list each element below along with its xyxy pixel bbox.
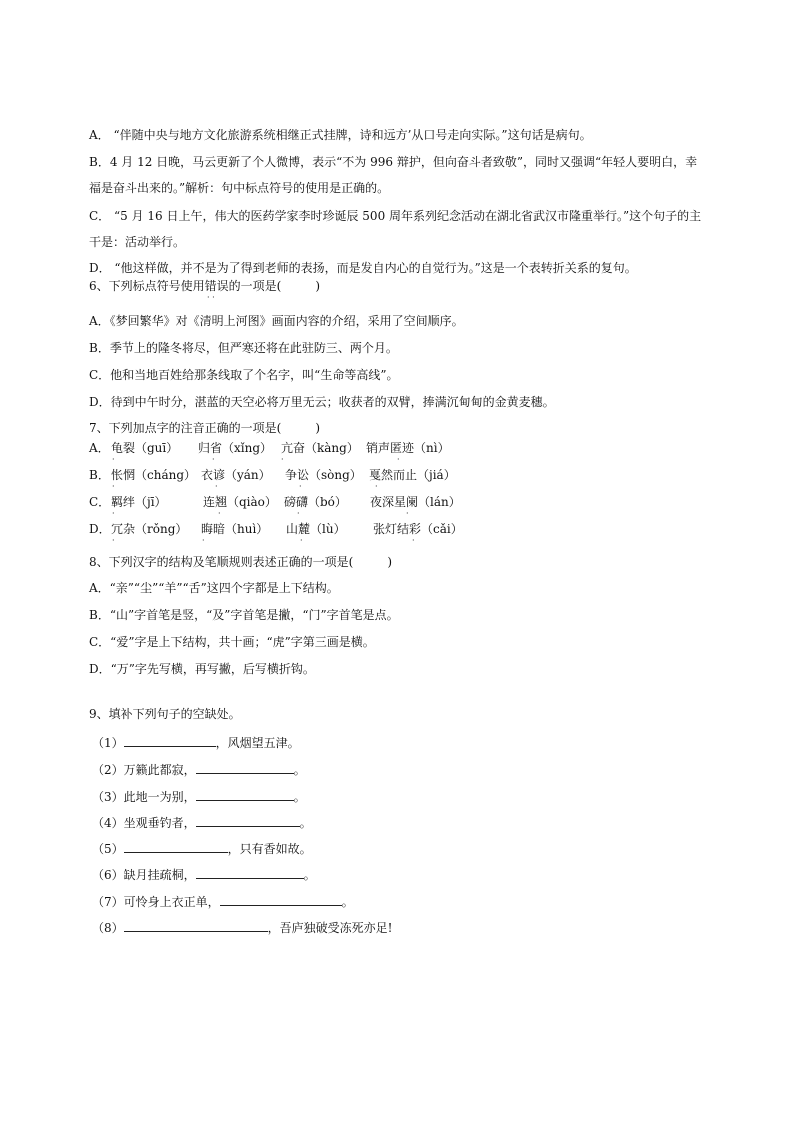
fill-blank[interactable] [124, 919, 268, 932]
q8-option-d: D．“万”字先写横，再写撇，后写横折钩。 [89, 662, 315, 676]
emphasis-dot: · [202, 536, 205, 545]
q6-option-a: A．《梦回繁华》对《清明上河图》画面内容的介绍，采用了空间顺序。 [89, 314, 464, 328]
q5-option-a: A． “伴随中央与地方文化旅游系统相继正式挂牌，诗和远方’从口号走向实际。”这句话是病句。 [89, 128, 592, 142]
q7-item: 亢奋（kàng） [281, 441, 359, 455]
q9-item-5 [92, 840, 312, 857]
q5-option-b-line1: B．4 月 12 日晚，马云更新了个人微博，表示“不为 996 辩护，但向奋斗者致敬”，同时又强调“年轻人要明白，幸 [89, 155, 698, 169]
q9-item-prefix: （6）缺月挂疏桐， [92, 868, 196, 882]
fill-blank[interactable] [124, 734, 216, 747]
emphasis-dot: · [112, 455, 115, 464]
q9-item-suffix: 。 [293, 790, 306, 804]
q9-item-4 [92, 814, 312, 831]
q8-option-c: C．“爱”字是上下结构，共十画；“虎”字第三画是横。 [89, 635, 375, 649]
q7-item: 连翘（qiào） [203, 495, 277, 509]
q6-option-d: D．待到中午时分，湛蓝的天空必将万里无云；收获者的双臂，捧满沉甸甸的金黄麦穗。 [89, 395, 555, 409]
q9-item-prefix: （8） [92, 921, 124, 935]
q5-option-b-line2: 福是奋斗出来的。”解析：句中标点符号的使用是正确的。 [89, 181, 390, 195]
q9-item-suffix: 。 [299, 816, 312, 830]
emphasis-dot: · [112, 482, 115, 491]
q7-item: 衣谚（yán） [201, 468, 271, 482]
emphasis-dot: · [300, 536, 303, 545]
q9-item-1 [92, 734, 300, 751]
q6-option-c: C．他和当地百姓给那条线取了个名字，叫“生命等高线”。 [89, 368, 399, 382]
q9-item-suffix: 。 [341, 895, 354, 909]
emphasis-dot: · [281, 455, 284, 464]
q9-item-8 [92, 919, 392, 936]
q9-item-suffix: ，风烟望五津。 [215, 736, 300, 750]
q7-stem [89, 420, 320, 436]
q9-item-prefix: （7）可怜身上衣正单， [92, 895, 220, 909]
q5-option-c-line1: C． “5 月 16 日上午，伟大的医药学家李时珍诞辰 500 周年系列纪念活动在湖北省武汉市隆重举行。”这个句子的主 [89, 209, 702, 223]
q8-option-b: B．“山”字首笔是竖，“及”字首笔是撇，“门”字首笔是点。 [89, 608, 399, 622]
emphasis-dot: · [412, 536, 415, 545]
q7-item: 怅惘（cháng） [111, 468, 197, 482]
q7-stem-text: 7、下列加点字的注音正确的一项是( [89, 421, 282, 435]
q6-stem [89, 278, 320, 294]
q5-option-c-line2: 干是：活动举行。 [89, 235, 186, 249]
fill-blank[interactable] [196, 814, 300, 827]
q7-row-label: B． [89, 468, 110, 482]
emphasis-dot: · [112, 509, 115, 518]
q9-item-prefix: （4）坐观垂钓者， [92, 816, 196, 830]
q8-stem [89, 554, 392, 570]
emphasis-dot: · [112, 536, 115, 545]
q7-item: 磅礴（bó） [284, 495, 347, 509]
q7-item: 夜深星阑（lán） [370, 495, 461, 509]
q9-item-6 [92, 866, 316, 883]
q9-item-2 [92, 761, 306, 778]
q6-option-b: B．季节上的隆冬将尽，但严寒还将在此驻防三、两个月。 [89, 341, 398, 355]
emphasis-dot: · [212, 455, 215, 464]
fill-blank[interactable] [124, 840, 228, 853]
emphasis-dot: · [406, 509, 409, 518]
emphasis-dot: · [397, 455, 400, 464]
fill-blank[interactable] [196, 788, 294, 801]
q9-stem: 9、填补下列句子的空缺处。 [89, 707, 241, 721]
q8-stem-close: ) [387, 555, 393, 569]
q7-item: 冗杂（rǒng） [111, 522, 188, 536]
q6-stem-text: 6、下列标点符号使用错误的一项是( [89, 279, 282, 293]
q8-stem-text: 8、下列汉字的结构及笔顺规则表述正确的一项是( [89, 555, 354, 569]
q7-item: 张灯结彩（cǎi） [373, 522, 463, 536]
q9-item-prefix: （3）此地一为别， [92, 790, 196, 804]
fill-blank[interactable] [196, 761, 294, 774]
q7-item: 争讼（sòng） [285, 468, 362, 482]
q9-item-suffix: ，吾庐独破受冻死亦足! [267, 921, 393, 935]
q9-item-prefix: （1） [92, 736, 124, 750]
emphasis-dot: · [215, 482, 218, 491]
q6-stem-close: ) [315, 279, 321, 293]
fill-blank[interactable] [196, 866, 304, 879]
q7-row-label: D． [89, 522, 111, 536]
q9-item-prefix: （2）万籁此都寂， [92, 763, 196, 777]
q7-item: 羁绊（jī） [111, 495, 167, 509]
q9-item-7 [92, 893, 354, 910]
q7-item: 山麓（lù） [286, 522, 346, 536]
emphasis-dot: · [218, 509, 221, 518]
q9-item-suffix: ，只有香如故。 [227, 842, 312, 856]
q7-item: 晦暗（huì） [201, 522, 269, 536]
emphasis-dots: · · [207, 293, 215, 302]
q7-row-label: C． [89, 495, 111, 509]
emphasis-dot: · [299, 482, 302, 491]
q8-option-a: A．“亲”“尘”“羊”“舌”这四个字都是上下结构。 [89, 581, 339, 595]
q7-item: 龟裂（guī） [111, 441, 179, 455]
fill-blank[interactable] [220, 893, 342, 906]
q7-row-label: A． [89, 441, 110, 455]
q9-item-3 [92, 788, 306, 805]
q7-item: 销声匿迹（nì） [366, 441, 450, 455]
q7-item: 戛然而止（jiá） [369, 468, 456, 482]
q9-item-prefix: （5） [92, 842, 124, 856]
q7-stem-close: ) [315, 421, 321, 435]
q9-item-suffix: 。 [303, 868, 316, 882]
emphasis-dot: · [375, 482, 378, 491]
emphasis-dot: · [297, 509, 300, 518]
q7-item: 归省（xǐng） [198, 441, 273, 455]
q5-option-d: D． “他这样做，并不是为了得到老师的表扬，而是发自内心的自觉行为。”这是一个表转折关系的复句。 [89, 261, 637, 275]
q9-item-suffix: 。 [293, 763, 306, 777]
